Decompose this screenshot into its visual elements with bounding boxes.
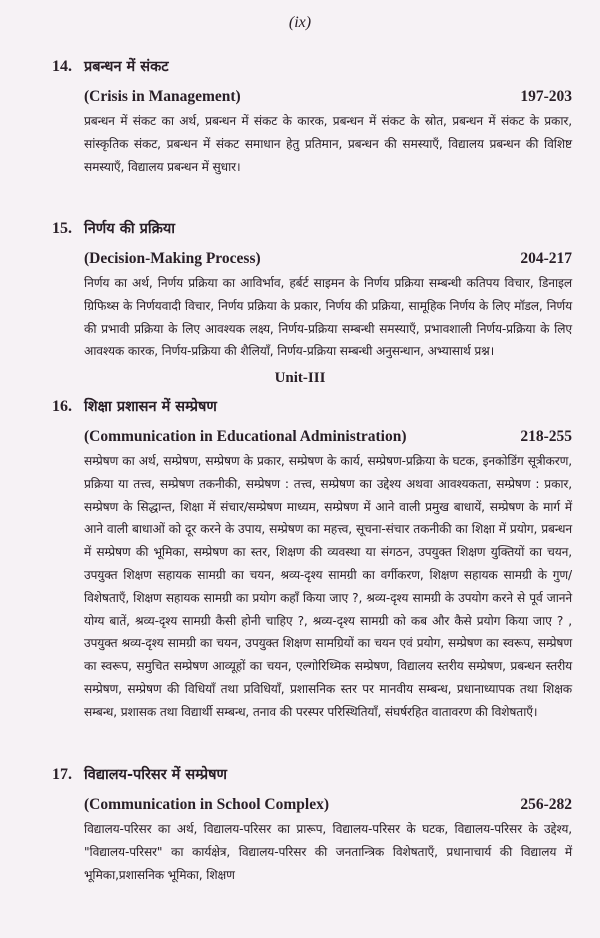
- chapter-17: [52, 764, 572, 886]
- chapter-title-english: (Decision-Making Process): [84, 250, 261, 267]
- chapter-title-english: (Communication in Educational Administration): [84, 428, 407, 445]
- chapter-summary: विद्यालय-परिसर का अर्थ, विद्यालय-परिसर का प्रारूप, विद्यालय-परिसर के घटक, विद्यालय-परिसर के उद्देश्य, "विद्यालय-परिसर" का कार्यक्षेत्र, विद्यालय-परिसर की जनतान्त्रिक विशेषताएँ, प्रधानाचार्य की विद्यालय में भूमिका,प्रशासनिक भूमिका, शिक्षण: [84, 822, 572, 882]
- chapter-summary: सम्प्रेषण का अर्थ, सम्प्रेषण, सम्प्रेषण के प्रकार, सम्प्रेषण के कार्य, सम्प्रेषण-प्रक्रिया के घटक, इनकोडिंग सूत्रीकरण, प्रक्रिया या तत्त्व, सम्प्रेषण तकनीकी, सम्प्रेषण : तत्त्व, सम्प्रेषण का उद्देश्य अथवा आवश्यकता, सम्प्रेषण : प्रकार, सम्प्रेषण के सिद्धान्त, शिक्षा में संचार/सम्प्रेषण माध्यम, सम्प्रेषण में आने वाली प्रमुख बाधायें, सम्प्रेषण के मार्ग में आने वाली बाधाओं को दूर करने के उपाय, सम्प्रेषण का महत्त्व, सूचना-संचार तकनीकी का शिक्षा में प्रयोग, प्रबन्धन में सम्प्रेषण की भूमिका, सम्प्रेषण का स्तर, शिक्षण की व्यवस्था या संगठन, उपयुक्त शिक्षण युक्तियों का चयन, उपयुक्त शिक्षण सहायक सामग्री का चयन, श्रव्य-दृश्य सामग्री का वर्गीकरण, शिक्षण सहायक सामग्री के गुण/विशेषताएँ, शिक्षण सहायक सामग्री का प्रयोग कहाँ किया जाए ?, श्रव्य-दृश्य सामग्री के उपयोग करने से पूर्व जानने योग्य बातें, श्रव्य-दृश्य सामग्री कैसी होनी चाहिए ?, श्रव्य-दृश्य सामग्री को कब और कैसे प्रयोग किया जाए ? , उपयुक्त श्रव्य-दृश्य सामग्री का चयन, उपयुक्त शिक्षण सामग्रियों का चयन एवं प्रयोग, सम्प्रेषण का स्वरूप, सम्प्रेषण का स्वरूप, समुचित सम्प्रेषण आव्यूहों का चयन, एल्गोरिथ्मिक सम्प्रेषण, विद्यालय स्तरीय सम्प्रेषण, प्रबन्धन स्तरीय सम्प्रेषण, सम्प्रेषण की विधियाँ तथा प्रविधियाँ, प्रशासनिक स्तर पर मानवीय सम्बन्ध, प्रधानाध्यापक तथा शिक्षक सम्बन्ध, प्रशासक तथा विद्यार्थी सम्बन्ध, तनाव की परस्पर परिस्थितियाँ, संघर्षरहित वातावरण की विशेषताएँ।: [84, 454, 572, 719]
- chapter-title-english: (Crisis in Management): [84, 88, 241, 105]
- chapter-page-range: 218-255: [520, 428, 572, 445]
- chapter-number: 14.: [52, 58, 72, 75]
- chapter-15: [52, 218, 572, 363]
- chapter-title-hindi: शिक्षा प्रशासन में सम्प्रेषण: [84, 399, 217, 415]
- chapter-title-english: (Communication in School Complex): [84, 796, 329, 813]
- chapter-number: 17.: [52, 766, 72, 783]
- chapter-page-range: 256-282: [520, 796, 572, 813]
- chapter-number: 16.: [52, 398, 72, 415]
- unit-heading: Unit-III: [274, 370, 326, 386]
- chapter-summary: निर्णय का अर्थ, निर्णय प्रक्रिया का आविर्भाव, हर्बर्ट साइमन के निर्णय प्रक्रिया सम्बन्धी कतिपय विचार, डिनाइल ग्रिफिथ्स के निर्णयवादी विचार, निर्णय प्रक्रिया के प्रकार, निर्णय की प्रक्रिया, सामूहिक निर्णय के लिए मॉडल, निर्णय की प्रभावी प्रक्रिया के लिए आवश्यक लक्ष्य, निर्णय-प्रक्रिया सम्बन्धी समस्याएँ, प्रभावशाली निर्णय-प्रक्रिया के लिए आवश्यक कारक, निर्णय-प्रक्रिया की शैलियाँ, निर्णय-प्रक्रिया सम्बन्धी अनुसन्धान, अभ्यासार्थ प्रश्न।: [84, 276, 572, 359]
- chapter-14: [52, 56, 572, 178]
- page-number: (ix): [288, 14, 312, 31]
- chapter-page-range: 204-217: [520, 250, 572, 267]
- chapter-summary: प्रबन्धन में संकट का अर्थ, प्रबन्धन में संकट के कारक, प्रबन्धन में संकट के स्रोत, प्रबन्धन में संकट के प्रकार, सांस्कृतिक संकट, प्रबन्धन में संकट समाधान हेतु प्रतिमान, प्रबन्धन की समस्याएँ, विद्यालय प्रबन्धन की विशिष्ट समस्याएँ, विद्यालय प्रबन्धन में सुधार।: [84, 114, 572, 174]
- chapter-title-hindi: निर्णय की प्रक्रिया: [84, 221, 175, 237]
- chapter-number: 15.: [52, 220, 72, 237]
- chapter-title-hindi: विद्यालय-परिसर में सम्प्रेषण: [84, 767, 227, 783]
- chapter-16: [52, 396, 572, 724]
- chapter-page-range: 197-203: [520, 88, 572, 105]
- chapter-title-hindi: प्रबन्धन में संकट: [84, 59, 169, 75]
